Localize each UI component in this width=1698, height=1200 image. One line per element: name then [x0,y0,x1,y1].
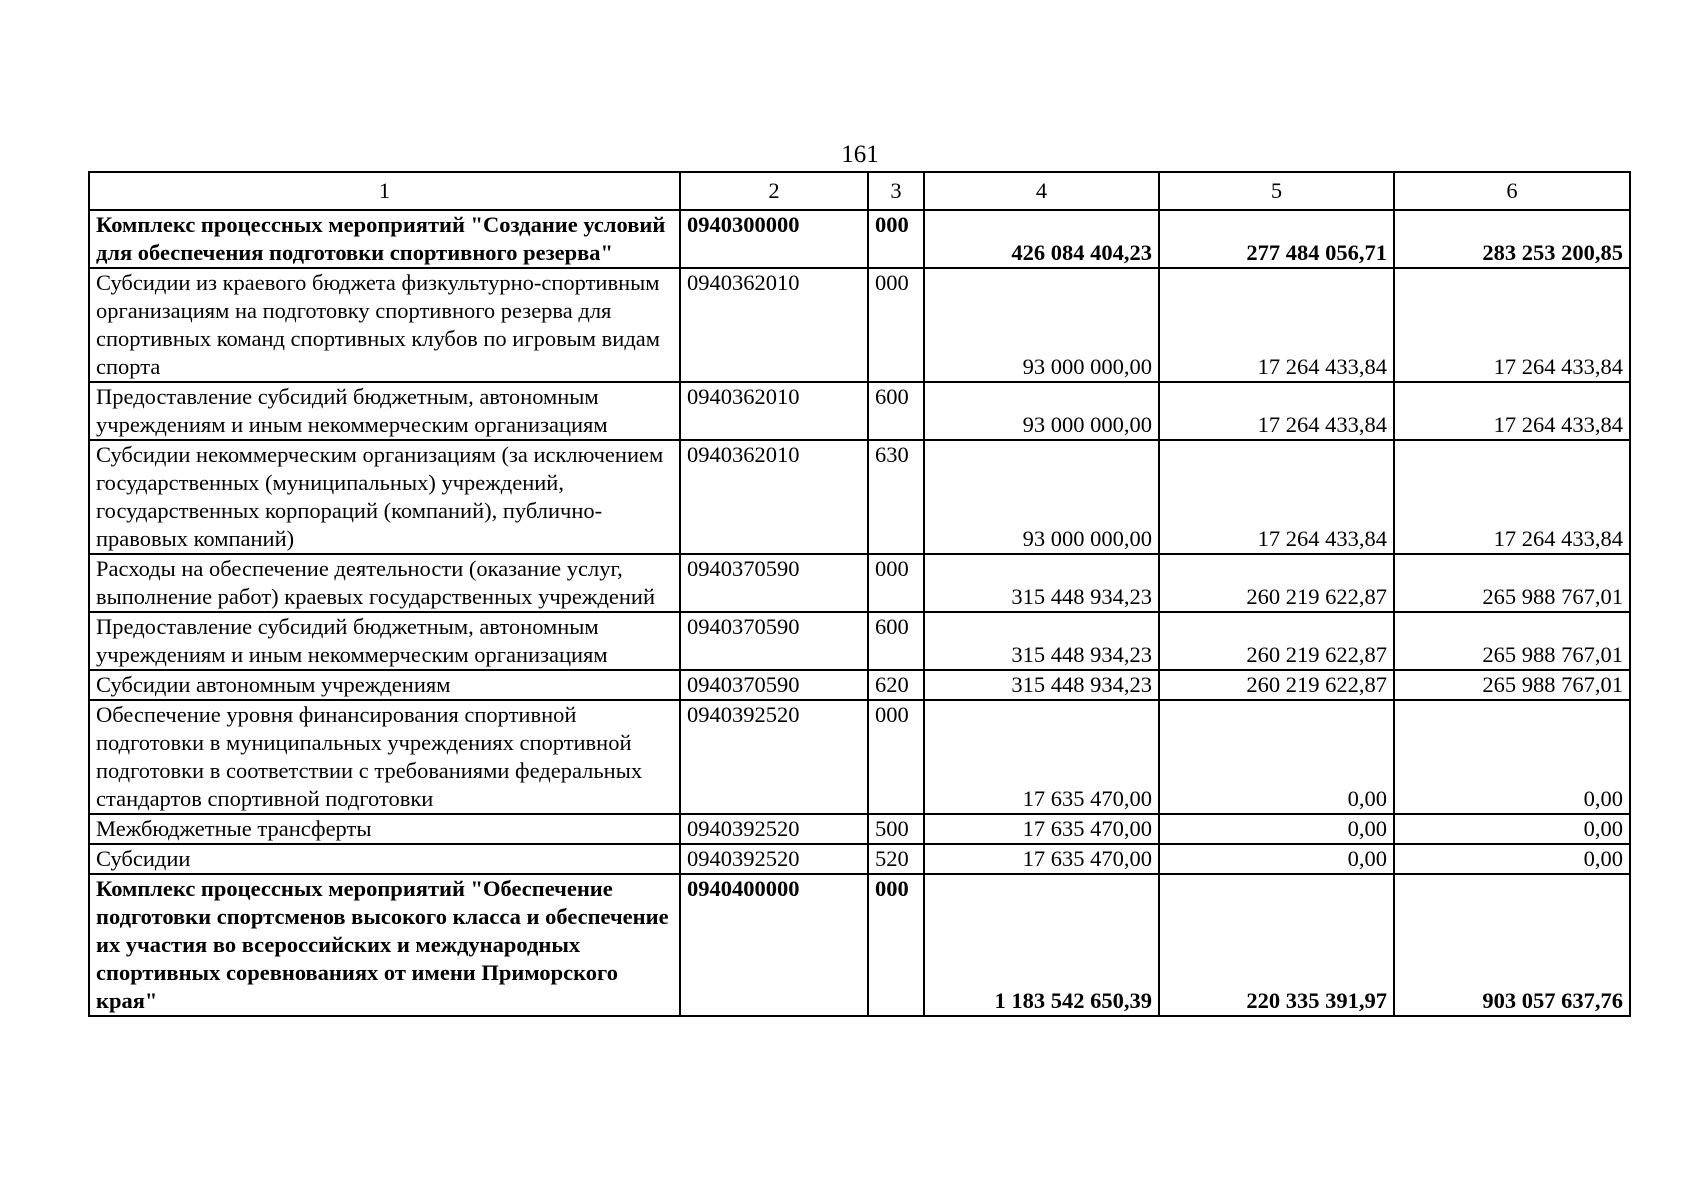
row-value-4: 17 635 470,00 [924,814,1159,844]
row-code: 0940392520 [680,700,868,814]
row-expense-type: 520 [868,844,924,874]
table-row [89,440,1630,554]
budget-table [88,171,1631,1017]
row-name: Комплекс процессных мероприятий "Создание условий для обеспечения подготовки спортивного резерва" [89,210,680,268]
row-name: Субсидии автономным учреждениям [89,670,680,700]
row-value-4: 93 000 000,00 [924,382,1159,440]
table-row [89,844,1630,874]
table-row [89,670,1630,700]
column-header-4: 4 [924,172,1159,210]
row-code: 0940392520 [680,844,868,874]
row-value-5: 17 264 433,84 [1159,268,1394,382]
row-expense-type: 000 [868,210,924,268]
row-value-5: 17 264 433,84 [1159,382,1394,440]
row-name: Предоставление субсидий бюджетным, автономным учреждениям и иным некоммерческим организациям [89,382,680,440]
page-number: 161 [841,141,879,168]
row-code: 0940392520 [680,814,868,844]
row-value-6: 283 253 200,85 [1394,210,1630,268]
row-value-4: 93 000 000,00 [924,268,1159,382]
table-row [89,874,1630,1016]
row-expense-type: 600 [868,612,924,670]
row-value-4: 17 635 470,00 [924,700,1159,814]
row-value-5: 220 335 391,97 [1159,874,1394,1016]
column-header-5: 5 [1159,172,1394,210]
row-expense-type: 000 [868,700,924,814]
row-value-6: 17 264 433,84 [1394,382,1630,440]
row-expense-type: 620 [868,670,924,700]
row-value-5: 260 219 622,87 [1159,612,1394,670]
header-row [89,172,1630,210]
table-row [89,814,1630,844]
row-value-5: 260 219 622,87 [1159,670,1394,700]
row-value-5: 0,00 [1159,844,1394,874]
row-value-6: 265 988 767,01 [1394,612,1630,670]
row-value-6: 0,00 [1394,700,1630,814]
row-value-5: 260 219 622,87 [1159,554,1394,612]
row-code: 0940370590 [680,612,868,670]
row-value-4: 93 000 000,00 [924,440,1159,554]
table-row [89,700,1630,814]
row-value-4: 315 448 934,23 [924,554,1159,612]
row-code: 0940370590 [680,670,868,700]
row-value-4: 1 183 542 650,39 [924,874,1159,1016]
row-value-4: 315 448 934,23 [924,670,1159,700]
row-value-6: 17 264 433,84 [1394,268,1630,382]
row-expense-type: 630 [868,440,924,554]
table-row [89,382,1630,440]
row-value-4: 426 084 404,23 [924,210,1159,268]
column-header-6: 6 [1394,172,1630,210]
row-code: 0940370590 [680,554,868,612]
column-header-3: 3 [868,172,924,210]
table-row [89,268,1630,382]
row-name: Комплекс процессных мероприятий "Обеспечение подготовки спортсменов высокого класса и обеспечение их участия во всероссийских и международных спортивных соревнованиях от имени Приморского края" [89,874,680,1016]
row-value-5: 0,00 [1159,814,1394,844]
row-value-6: 17 264 433,84 [1394,440,1630,554]
row-expense-type: 600 [868,382,924,440]
row-expense-type: 000 [868,554,924,612]
row-value-6: 265 988 767,01 [1394,554,1630,612]
row-code: 0940362010 [680,440,868,554]
table-row [89,210,1630,268]
row-expense-type: 000 [868,874,924,1016]
row-name: Субсидии из краевого бюджета физкультурно-спортивным организациям на подготовку спортивного резерва для спортивных команд спортивных клубов по игровым видам спорта [89,268,680,382]
row-code: 0940362010 [680,382,868,440]
row-value-5: 0,00 [1159,700,1394,814]
row-name: Расходы на обеспечение деятельности (оказание услуг, выполнение работ) краевых государственных учреждений [89,554,680,612]
row-code: 0940400000 [680,874,868,1016]
row-name: Межбюджетные трансферты [89,814,680,844]
table-row [89,554,1630,612]
row-code: 0940362010 [680,268,868,382]
row-name: Обеспечение уровня финансирования спортивной подготовки в муниципальных учреждениях спортивной подготовки в соответствии с требованиями федеральных стандартов спортивной подготовки [89,700,680,814]
row-name: Предоставление субсидий бюджетным, автономным учреждениям и иным некоммерческим организациям [89,612,680,670]
row-value-5: 17 264 433,84 [1159,440,1394,554]
column-header-1: 1 [89,172,680,210]
row-value-6: 0,00 [1394,814,1630,844]
row-expense-type: 000 [868,268,924,382]
row-value-4: 17 635 470,00 [924,844,1159,874]
row-name: Субсидии [89,844,680,874]
row-code: 0940300000 [680,210,868,268]
row-value-4: 315 448 934,23 [924,612,1159,670]
row-name: Субсидии некоммерческим организациям (за исключением государственных (муниципальных) учреждений, государственных корпораций (компаний), публично-правовых компаний) [89,440,680,554]
table-row [89,612,1630,670]
row-value-6: 265 988 767,01 [1394,670,1630,700]
row-expense-type: 500 [868,814,924,844]
column-header-2: 2 [680,172,868,210]
row-value-5: 277 484 056,71 [1159,210,1394,268]
row-value-6: 903 057 637,76 [1394,874,1630,1016]
row-value-6: 0,00 [1394,844,1630,874]
